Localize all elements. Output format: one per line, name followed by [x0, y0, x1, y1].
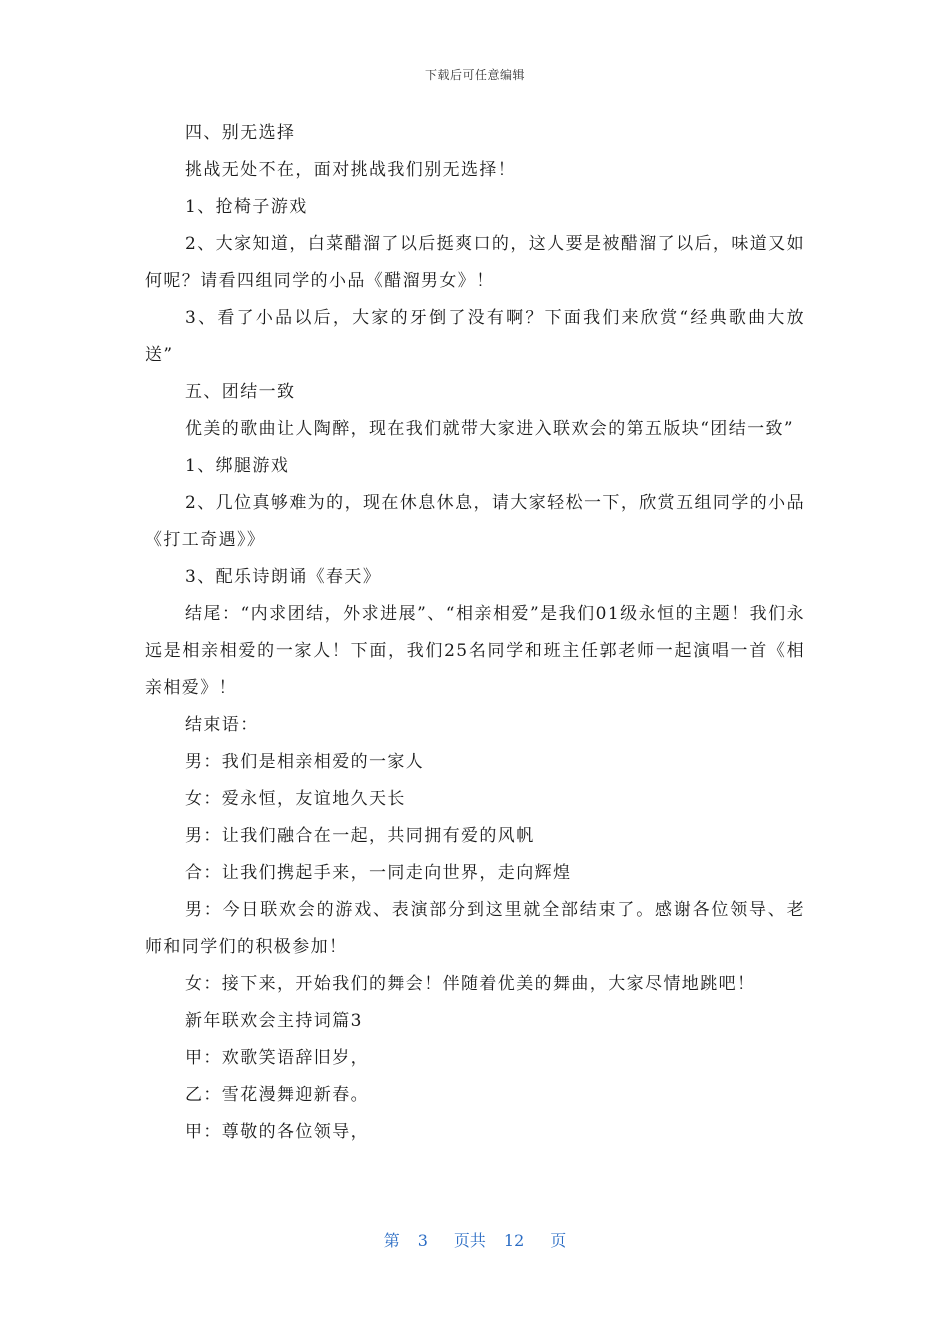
current-page-number: 3: [417, 1231, 428, 1250]
list-item: 1、绑腿游戏: [185, 456, 290, 476]
dialogue-line: 合：让我们携起手来，一同走向世界，走向辉煌: [185, 863, 572, 883]
footer-prefix: 第: [383, 1231, 400, 1250]
footer-suffix: 页: [550, 1231, 567, 1250]
page-footer: [0, 1228, 950, 1251]
closing-paragraph: 结尾：“内求团结，外求进展”、“相亲相爱”是我们01级永恒的主题！我们永远是相亲相爱的一家人！下面，我们25名同学和班主任郭老师一起演唱一首《相亲相爱》！: [145, 604, 805, 698]
list-item: 3、配乐诗朗诵《春天》: [185, 567, 382, 587]
total-pages-number: 12: [503, 1231, 525, 1250]
dialogue-line: 男：我们是相亲相爱的一家人: [185, 752, 425, 772]
document-body: [145, 115, 805, 1151]
dialogue-line: 女：接下来，开始我们的舞会！伴随着优美的舞曲，大家尽情地跳吧！: [185, 974, 756, 994]
dialogue-line: 甲：尊敬的各位领导，: [185, 1122, 369, 1142]
header-note: 下载后可任意编辑: [424, 68, 525, 82]
closing-heading: 结束语：: [185, 715, 259, 735]
dialogue-line: 乙：雪花漫舞迎新春。: [185, 1085, 369, 1105]
dialogue-line: 女：爱永恒，友谊地久天长: [185, 789, 406, 809]
list-item: 2、大家知道，白菜醋溜了以后挺爽口的，这人要是被醋溜了以后，味道又如何呢？请看四组同学的小品《醋溜男女》！: [145, 234, 805, 291]
list-item: 2、几位真够难为的，现在休息休息，请大家轻松一下，欣赏五组同学的小品《打工奇遇》》: [145, 493, 805, 550]
paragraph: 优美的歌曲让人陶醉，现在我们就带大家进入联欢会的第五版块“团结一致”: [185, 419, 794, 439]
footer-middle: 页共: [453, 1231, 486, 1250]
section-heading-5: 五、团结一致: [185, 382, 296, 402]
article-title: 新年联欢会主持词篇3: [185, 1011, 363, 1031]
paragraph: 挑战无处不在，面对挑战我们别无选择！: [185, 160, 517, 180]
dialogue-line: 男：今日联欢会的游戏、表演部分到这里就全部结束了。感谢各位领导、老师和同学们的积极参加！: [145, 900, 805, 957]
list-item: 3、看了小品以后，大家的牙倒了没有啊？下面我们来欣赏“经典歌曲大放送”: [145, 308, 805, 365]
dialogue-line: 男：让我们融合在一起，共同拥有爱的风帆: [185, 826, 535, 846]
section-heading-4: 四、别无选择: [185, 123, 296, 143]
dialogue-line: 甲：欢歌笑语辞旧岁，: [185, 1048, 369, 1068]
list-item: 1、抢椅子游戏: [185, 197, 308, 217]
